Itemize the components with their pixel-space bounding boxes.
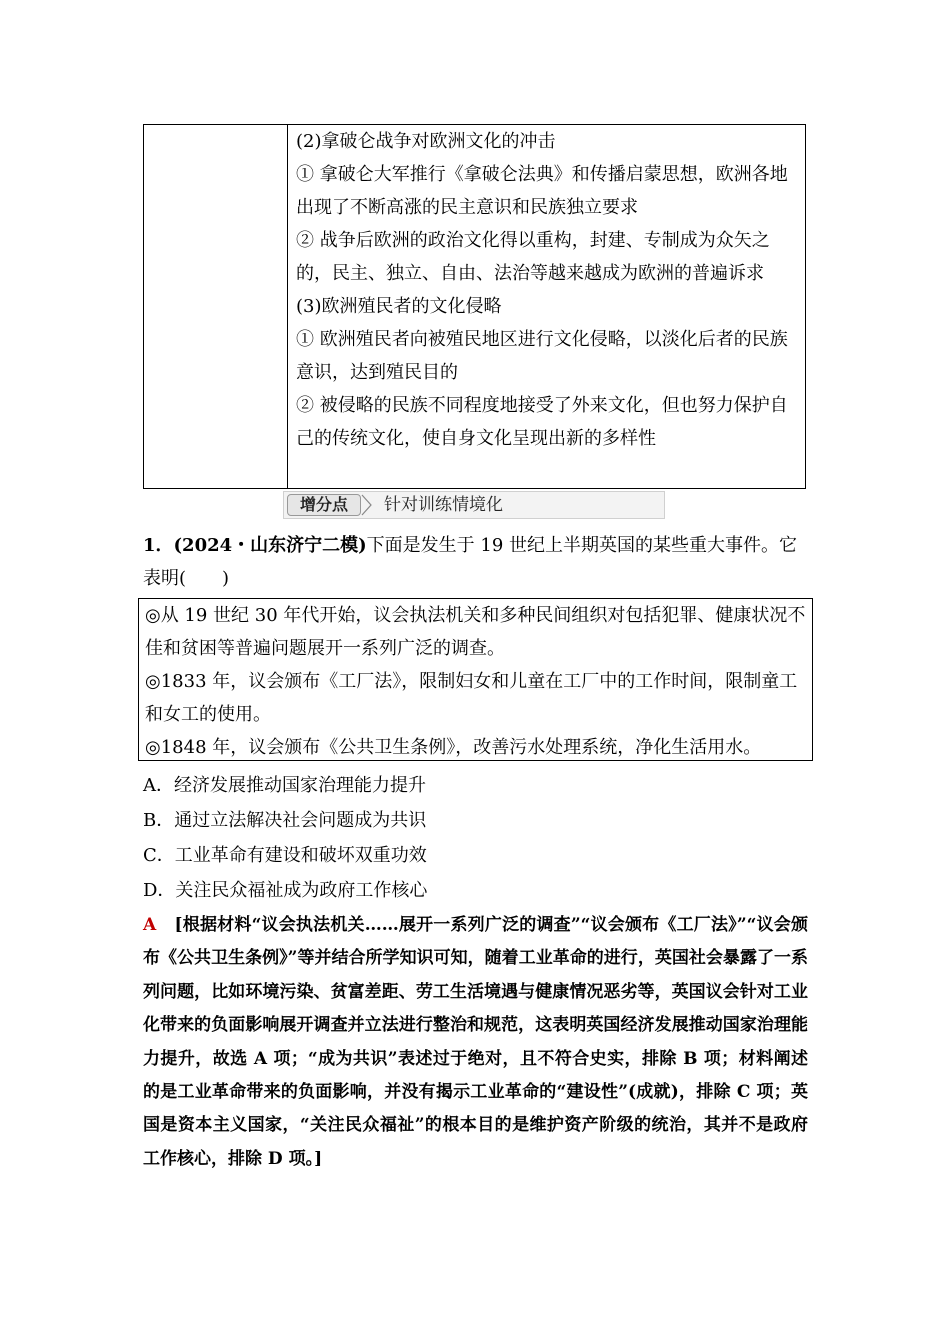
table-heading-3: (3)欧洲殖民者的文化侵略: [296, 296, 502, 317]
answer-options: [143, 768, 803, 908]
table-item-3-1: ① 欧洲殖民者向被殖民地区进行文化侵略，以淡化后者的民族意识，达到殖民目的: [296, 329, 788, 383]
material-item-3: ◎1848 年，议会颁布《公共卫生条例》，改善污水处理系统，净化生活用水。: [145, 737, 762, 758]
explanation-text: [根据材料“议会执法机关……展开一系列广泛的调查”“议会颁布《工厂法》”“议会颁布《公共卫生条例》”等并结合所学知识可知，随着工业革命的进行，英国社会暴露了一系列问题，比如环境污染、贫富差距、劳工生活境遇与健康情况恶劣等，英国议会针对工业化带来的负面影响展开调查并立法进行整治和规范，这表明英国经济发展推动国家治理能力提升，故选 A 项；“成为共识”表述过于绝对，且不符合史实，排除 B 项；材料阐述的是工业革命带来的负面影响，并没有揭示工业革命的“建设性”(成就)，排除 C 项；英国是资本主义国家，“关注民众福祉”的根本目的是维护资产阶级的统治，其并不是政府工作核心，排除 D 项。]: [143, 915, 808, 1169]
question-text: 下面是发生于 19 世纪上半期英国的某些重大事件。它表明( ): [143, 535, 798, 589]
question-source: (2024・山东济宁二模): [173, 535, 367, 556]
chevron-right-icon: [361, 494, 373, 516]
option-c: C．工业革命有建设和破坏双重功效: [143, 845, 427, 866]
answer-explanation: [143, 909, 808, 1176]
material-box: [138, 598, 813, 761]
table-heading-2: (2)拿破仑战争对欧洲文化的冲击: [296, 131, 556, 152]
option-b: B．通过立法解决社会问题成为共识: [143, 810, 427, 831]
question-number: 1．: [143, 535, 174, 556]
question-stem: [143, 529, 808, 595]
banner-tag: 增分点: [287, 494, 361, 516]
option-d: D．关注民众福祉成为政府工作核心: [143, 880, 428, 901]
table-item-2-1: ① 拿破仑大军推行《拿破仑法典》和传播启蒙思想，欧洲各地出现了不断高涨的民主意识和民族独立要求: [296, 164, 788, 218]
material-item-2: ◎1833 年，议会颁布《工厂法》，限制妇女和儿童在工厂中的工作时间，限制童工和女工的使用。: [145, 671, 798, 725]
banner-label: 针对训练情境化: [384, 495, 503, 515]
table-left-cell: [144, 125, 288, 488]
table-right-cell: [296, 125, 796, 455]
table-item-3-2: ② 被侵略的民族不同程度地接受了外来文化，但也努力保护自己的传统文化，使自身文化呈现出新的多样性: [296, 395, 788, 449]
material-item-1: ◎从 19 世纪 30 年代开始，议会执法机关和多种民间组织对包括犯罪、健康状况不佳和贫困等普遍问题展开一系列广泛的调查。: [145, 605, 806, 659]
content-table: [143, 124, 806, 489]
option-a: A．经济发展推动国家治理能力提升: [143, 775, 426, 796]
table-item-2-2: ② 战争后欧洲的政治文化得以重构，封建、专制成为众矢之的，民主、独立、自由、法治等越来越成为欧洲的普遍诉求: [296, 230, 770, 284]
answer-letter: A: [143, 915, 157, 935]
section-banner: [283, 491, 665, 519]
